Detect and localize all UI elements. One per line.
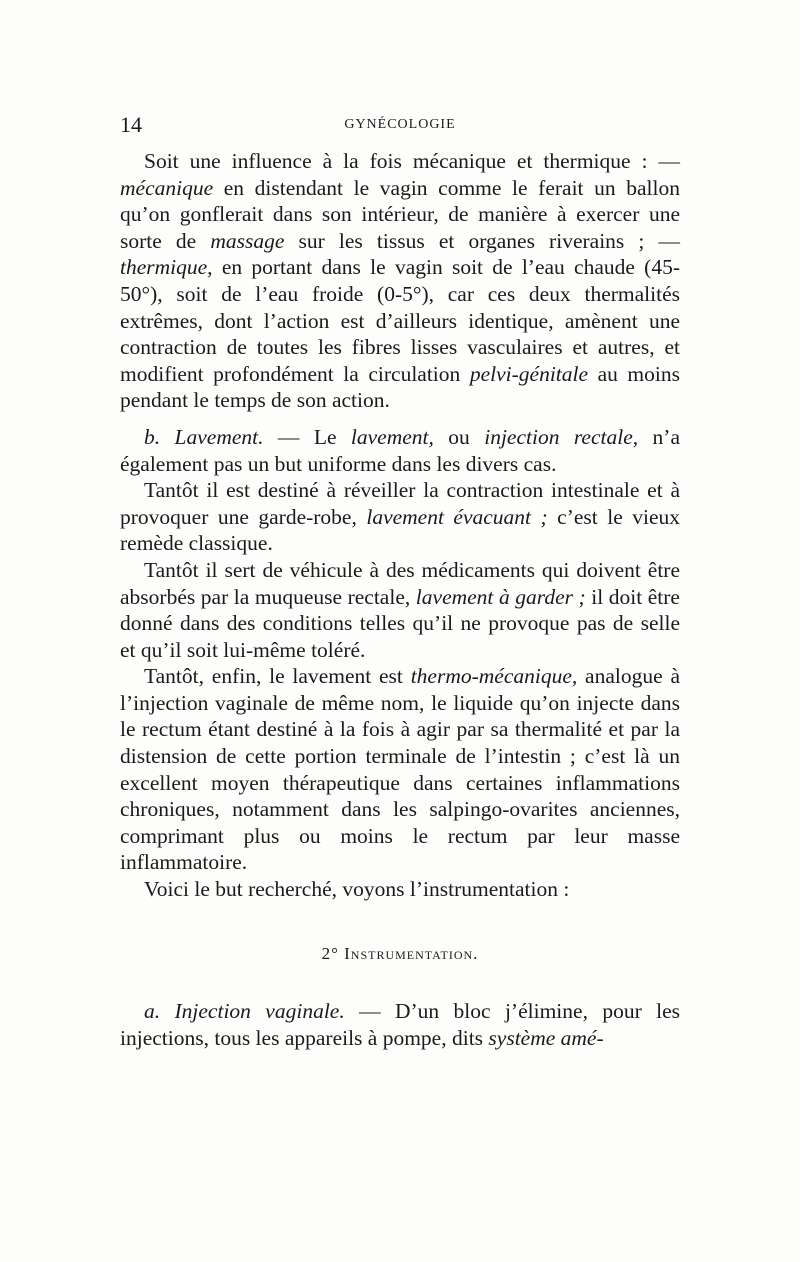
italic-term: lavement évacuant ; — [366, 504, 548, 529]
text-run: Tantôt il est destiné à réveiller la contraction intestinale et à provoquer une garde-robe, — [120, 478, 680, 529]
italic-term: a. Injection vaginale. — [144, 999, 345, 1024]
text-run: sur les tissus et organes riverains ; — — [284, 228, 680, 253]
italic-term: lavement, — [350, 424, 434, 449]
paragraph-lavement-evacuant — [120, 477, 680, 557]
paragraph-voici-le-but — [120, 876, 680, 903]
text-run: — Le — [263, 424, 351, 449]
text-run: ou — [433, 424, 485, 449]
text-run: — D’un bloc j’élimine, pour les injections, tous les appareils à pompe, dits — [120, 999, 680, 1050]
italic-term: injection rectale, — [484, 424, 639, 449]
italic-term: thermique, — [120, 255, 213, 280]
paragraph-injection-vaginale — [120, 998, 680, 1051]
running-head: GYNÉCOLOGIE — [344, 117, 456, 132]
text-run: en portant dans le vagin soit de l’eau chaude (45-50°), soit de l’eau froide (0-5°), car ces deux thermalités extrêmes, dont l’action est d’ailleurs identique, amènent une contraction de toutes les fibres lisses vasculaires et autres, et modifient profondément la circulation — [120, 255, 680, 386]
paragraph-lavement — [120, 424, 680, 477]
text-run: Tantôt, enfin, le lavement est — [144, 664, 411, 689]
italic-term: b. Lavement. — [144, 424, 264, 449]
paragraph-thermo-mecanique — [120, 663, 680, 876]
italic-term: mécanique — [120, 175, 214, 200]
text-run: il doit être donné dans des conditions telles qu’il ne provoque pas de selle et qu’il soit lui-même toléré. — [120, 584, 680, 662]
page-header — [120, 112, 680, 142]
section-heading: 2° Instrumentation. — [321, 943, 479, 963]
text-run: en distendant le vagin comme le ferait un ballon qu’on gonflerait dans son intérieur, de manière à exercer une sorte de — [120, 175, 680, 253]
italic-term: pelvi-génitale — [469, 361, 589, 386]
italic-term: système amé- — [488, 1025, 604, 1050]
italic-term: lavement à garder ; — [415, 584, 586, 609]
text-run: au moins pendant le temps de son action. — [120, 361, 680, 413]
text-run: Voici le but recherché, voyons l’instrumentation : — [144, 877, 570, 902]
text-run: Soit une influence à la fois mécanique et thermique : — — [144, 149, 680, 173]
text-run: c’est le vieux remède classique. — [120, 504, 680, 556]
italic-term: thermo-mécanique, — [410, 664, 578, 689]
italic-term: massage — [210, 228, 285, 253]
text-run: n’a également pas un but uniforme dans les divers cas. — [120, 424, 681, 476]
body-text — [120, 148, 680, 1051]
text-run: Tantôt il sert de véhicule à des médicaments qui doivent être absorbés par la muqueuse rectale, — [120, 557, 680, 609]
text-run: analogue à l’injection vaginale de même nom, le liquide qu’on injecte dans le rectum étant destiné à la fois à agir par sa thermalité et par la distension de cette portion terminale de l’intestin ; c’est là un excellent moyen thérapeutique dans certaines inflammations chroniques, notamment dans les salpingo-ovarites anciennes, comprimant plus ou moins le rectum par leur masse inflammatoire. — [120, 664, 680, 875]
paragraph-lavement-a-garder — [120, 557, 680, 663]
page-number: 14 — [120, 112, 142, 137]
paragraph-influence-mecanique-thermique — [120, 148, 680, 414]
